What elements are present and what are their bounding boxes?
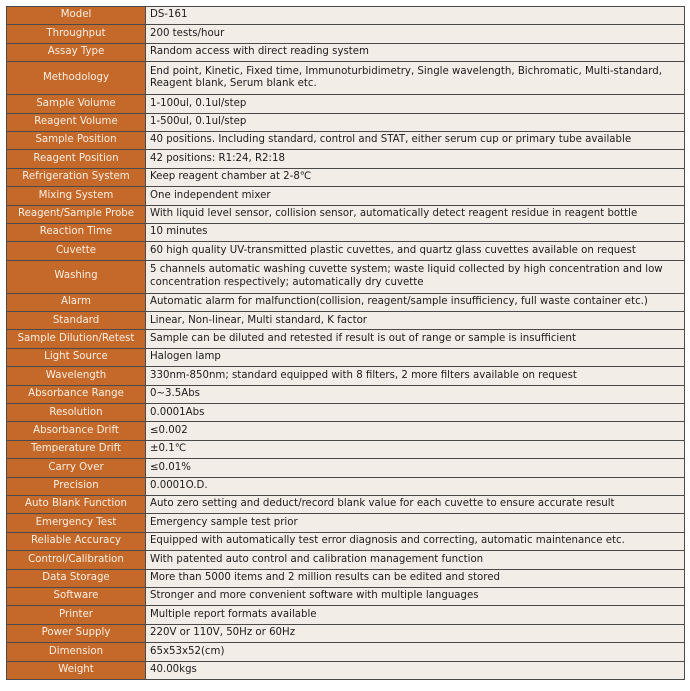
spec-label: Auto Blank Function — [7, 495, 146, 513]
spec-label: Emergency Test — [7, 514, 146, 532]
table-row — [7, 260, 685, 293]
table-row — [7, 131, 685, 149]
spec-label: Carry Over — [7, 459, 146, 477]
spec-value: 65x53x52(cm) — [146, 643, 685, 661]
table-row — [7, 330, 685, 348]
spec-value: One independent mixer — [146, 187, 685, 205]
spec-value: 42 positions: R1:24, R2:18 — [146, 150, 685, 168]
table-row — [7, 168, 685, 186]
table-row — [7, 606, 685, 624]
spec-value: 60 high quality UV-transmitted plastic cuvettes, and quartz glass cuvettes available on request — [146, 242, 685, 260]
table-row — [7, 551, 685, 569]
spec-value: ±0.1℃ — [146, 440, 685, 458]
spec-value: 0~3.5Abs — [146, 385, 685, 403]
table-row — [7, 113, 685, 131]
spec-value: 40 positions. Including standard, control and STAT, either serum cup or primary tube available — [146, 131, 685, 149]
table-row — [7, 440, 685, 458]
spec-label: Printer — [7, 606, 146, 624]
spec-value: Linear, Non-linear, Multi standard, K factor — [146, 312, 685, 330]
spec-label: Dimension — [7, 643, 146, 661]
spec-label: Sample Position — [7, 131, 146, 149]
spec-label: Temperature Drift — [7, 440, 146, 458]
spec-value: End point, Kinetic, Fixed time, Immunoturbidimetry, Single wavelength, Bichromatic, Multi-standard, Reagent blank, Serum blank etc. — [146, 62, 685, 95]
table-row — [7, 532, 685, 550]
spec-label: Reagent/Sample Probe — [7, 205, 146, 223]
spec-label: Weight — [7, 661, 146, 679]
spec-value: 40.00kgs — [146, 661, 685, 679]
spec-value: With patented auto control and calibration management function — [146, 551, 685, 569]
table-row — [7, 459, 685, 477]
spec-value: 330nm-850nm; standard equipped with 8 filters, 2 more filters available on request — [146, 367, 685, 385]
spec-value: Automatic alarm for malfunction(collision, reagent/sample insufficiency, full waste container etc.) — [146, 293, 685, 311]
spec-label: Software — [7, 587, 146, 605]
table-row — [7, 95, 685, 113]
spec-value: Equipped with automatically test error diagnosis and correcting, automatic maintenance etc. — [146, 532, 685, 550]
table-row — [7, 495, 685, 513]
table-row — [7, 348, 685, 366]
table-row — [7, 205, 685, 223]
table-row — [7, 477, 685, 495]
spec-label: Refrigeration System — [7, 168, 146, 186]
table-row — [7, 25, 685, 43]
spec-value: 220V or 110V, 50Hz or 60Hz — [146, 624, 685, 642]
spec-value: Stronger and more convenient software with multiple languages — [146, 587, 685, 605]
table-row — [7, 312, 685, 330]
spec-label: Reliable Accuracy — [7, 532, 146, 550]
spec-label: Mixing System — [7, 187, 146, 205]
spec-label: Control/Calibration — [7, 551, 146, 569]
table-row — [7, 62, 685, 95]
table-row — [7, 587, 685, 605]
spec-label: Sample Volume — [7, 95, 146, 113]
spec-value: Emergency sample test prior — [146, 514, 685, 532]
spec-label: Absorbance Drift — [7, 422, 146, 440]
spec-value: 1-100ul, 0.1ul/step — [146, 95, 685, 113]
spec-label: Resolution — [7, 404, 146, 422]
table-row — [7, 7, 685, 25]
spec-label: Reaction Time — [7, 223, 146, 241]
table-row — [7, 242, 685, 260]
table-row — [7, 187, 685, 205]
spec-label: Light Source — [7, 348, 146, 366]
spec-label: Washing — [7, 260, 146, 293]
spec-label: Power Supply — [7, 624, 146, 642]
table-row — [7, 514, 685, 532]
spec-label: Alarm — [7, 293, 146, 311]
spec-label: Precision — [7, 477, 146, 495]
spec-value: ≤0.002 — [146, 422, 685, 440]
table-row — [7, 422, 685, 440]
table-row — [7, 624, 685, 642]
spec-label: Data Storage — [7, 569, 146, 587]
spec-label: Absorbance Range — [7, 385, 146, 403]
spec-label: Wavelength — [7, 367, 146, 385]
table-row — [7, 150, 685, 168]
spec-value: 1-500ul, 0.1ul/step — [146, 113, 685, 131]
spec-value: Keep reagent chamber at 2-8℃ — [146, 168, 685, 186]
spec-label: Throughput — [7, 25, 146, 43]
spec-value: 0.0001O.D. — [146, 477, 685, 495]
spec-value: Halogen lamp — [146, 348, 685, 366]
spec-value: 200 tests/hour — [146, 25, 685, 43]
spec-label: Methodology — [7, 62, 146, 95]
spec-value: Random access with direct reading system — [146, 43, 685, 61]
table-row — [7, 385, 685, 403]
spec-label: Cuvette — [7, 242, 146, 260]
spec-value: ≤0.01% — [146, 459, 685, 477]
spec-label: Assay Type — [7, 43, 146, 61]
spec-value: More than 5000 items and 2 million results can be edited and stored — [146, 569, 685, 587]
spec-value: 0.0001Abs — [146, 404, 685, 422]
spec-label: Reagent Position — [7, 150, 146, 168]
table-row — [7, 643, 685, 661]
table-row — [7, 661, 685, 679]
table-row — [7, 367, 685, 385]
spec-value: With liquid level sensor, collision sensor, automatically detect reagent residue in reagent bottle — [146, 205, 685, 223]
table-row — [7, 223, 685, 241]
spec-value: 10 minutes — [146, 223, 685, 241]
table-row — [7, 404, 685, 422]
spec-table — [6, 6, 685, 680]
table-row — [7, 43, 685, 61]
spec-value: Auto zero setting and deduct/record blank value for each cuvette to ensure accurate result — [146, 495, 685, 513]
table-row — [7, 569, 685, 587]
spec-label: Sample Dilution/Retest — [7, 330, 146, 348]
spec-value: Sample can be diluted and retested if result is out of range or sample is insufficient — [146, 330, 685, 348]
spec-label: Model — [7, 7, 146, 25]
spec-value: Multiple report formats available — [146, 606, 685, 624]
spec-value: DS-161 — [146, 7, 685, 25]
spec-value: 5 channels automatic washing cuvette system; waste liquid collected by high concentration and low concentration respectively; automatically dry cuvette — [146, 260, 685, 293]
spec-label: Standard — [7, 312, 146, 330]
table-row — [7, 293, 685, 311]
spec-label: Reagent Volume — [7, 113, 146, 131]
